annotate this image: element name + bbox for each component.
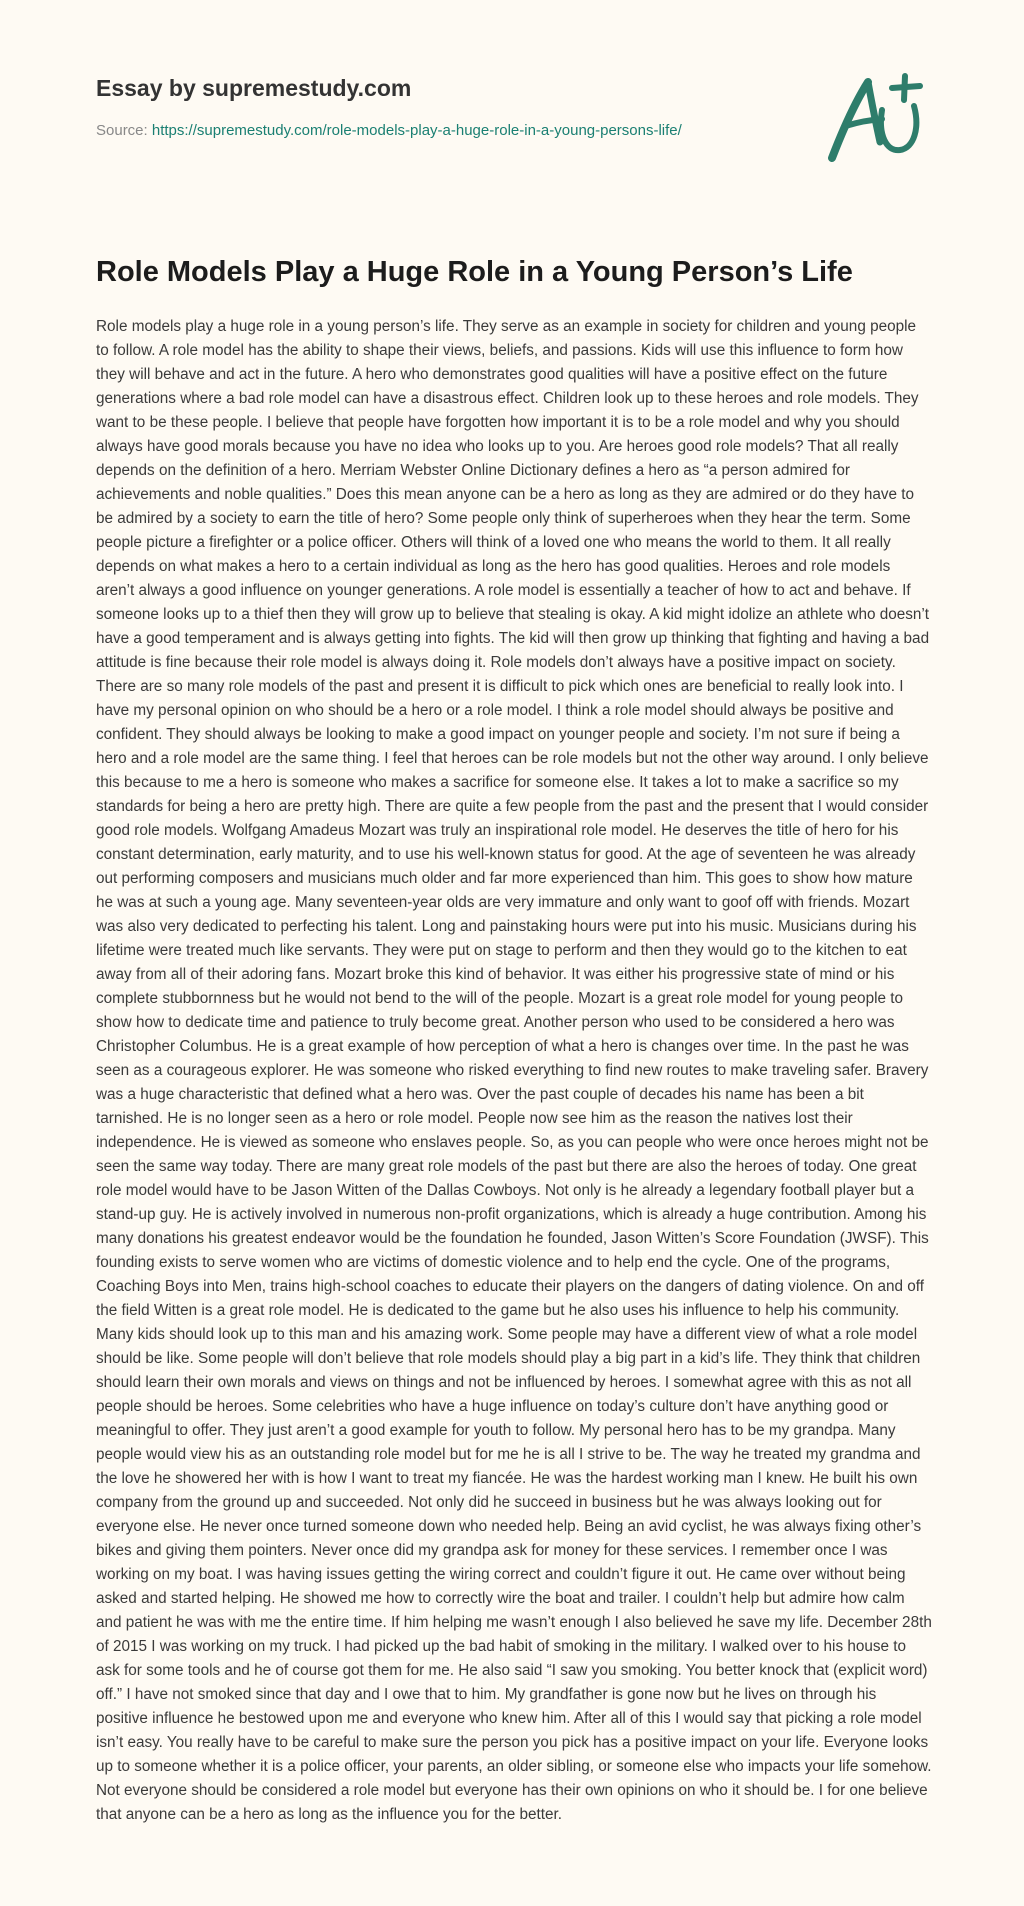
essay-title: Role Models Play a Huge Role in a Young Person’s Life [96, 256, 853, 288]
page-header [96, 74, 796, 140]
source-line [96, 122, 796, 140]
source-link[interactable]: https://supremestudy.com/role-models-play-a-huge-role-in-a-young-persons-life/ [151, 122, 682, 139]
source-label: Source: [96, 122, 152, 139]
site-title: Essay by supremestudy.com [96, 75, 412, 101]
a-plus-logo-icon [824, 70, 928, 166]
essay-body: Role models play a huge role in a young person’s life. They serve as an example in society for children and young people to follow. A role model has the ability to shape their views, beliefs, and passions. Kids will use this influence to form how they will behave and act in the future. A hero who demonstrates good qualities will have a positive effect on the future generations where a bad role model can have a disastrous effect. Children look up to these heroes and role models. They want to be these people. I believe that people have forgotten how important it is to be a role model and why you should always have good morals because you have no idea who looks up to you. Are heroes good role models? That all really depends on the definition of a hero. Merriam Webster Online Dictionary defines a hero as “a person admired for achievements and noble qualities.” Does this mean anyone can be a hero as long as they are admired or do they have to be admired by a society to earn the title of hero? Some people only think of superheroes when they hear the term. Some people picture a firefighter or a police officer. Others will think of a loved one who means the world to them. It all really depends on what makes a hero to a certain individual as long as the hero has good qualities. Heroes and role models aren’t always a good influence on younger generations. A role model is essentially a teacher of how to act and behave. If someone looks up to a thief then they will grow up to believe that stealing is okay. A kid might idolize an athlete who doesn’t have a good temperament and is always getting into fights. The kid will then grow up thinking that fighting and having a bad attitude is fine because their role model is always doing it. Role models don’t always have a positive impact on society. There are so many role models of the past and present it is difficult to pick which ones are beneficial to really look into. I have my personal opinion on who should be a hero or a role model. I think a role model should always be positive and confident. They should always be looking to make a good impact on younger people and society. I’m not sure if being a hero and a role model are the same thing. I feel that heroes can be role models but not the other way around. I only believe this because to me a hero is someone who makes a sacrifice for someone else. It takes a lot to make a sacrifice so my standards for being a hero are pretty high. There are quite a few people from the past and the present that I would consider good role models. Wolfgang Amadeus Mozart was truly an inspirational role model. He deserves the title of hero for his constant determination, early maturity, and to use his well-known status for good. At the age of seventeen he was already out performing composers and musicians much older and far more experienced than him. This goes to show how mature he was at such a young age. Many seventeen-year olds are very immature and only want to goof off with friends. Mozart was also very dedicated to perfecting his talent. Long and painstaking hours were put into his music. Musicians during his lifetime were treated much like servants. They were put on stage to perform and then they would go to the kitchen to eat away from all of their adoring fans. Mozart broke this kind of behavior. It was either his progressive state of mind or his complete stubbornness but he would not bend to the will of the people. Mozart is a great role model for young people to show how to dedicate time and patience to truly become great. Another person who used to be considered a hero was Christopher Columbus. He is a great example of how perception of what a hero is changes over time. In the past he was seen as a courageous explorer. He was someone who risked everything to find new routes to make traveling safer. Bravery was a huge characteristic that defined what a hero was. Over the past couple of decades his name has been a bit tarnished. He is no longer seen as a hero or role model. People now see him as the reason the natives lost their independence. He is viewed as someone who enslaves people. So, as you can people who were once heroes might not be seen the same way today. There are many great role models of the past but there are also the heroes of today. One great role model would have to be Jason Witten of the Dallas Cowboys. Not only is he already a legendary football player but a stand-up guy. He is actively involved in numerous non-profit organizations, which is already a huge contribution. Among his many donations his greatest endeavor would be the foundation he founded, Jason Witten’s Score Foundation (JWSF). This founding exists to serve women who are victims of domestic violence and to help end the cycle. One of the programs, Coaching Boys into Men, trains high-school coaches to educate their players on the dangers of dating violence. On and off the field Witten is a great role model. He is dedicated to the game but he also uses his influence to help his community. Many kids should look up to this man and his amazing work. Some people may have a different view of what a role model should be like. Some people will don’t believe that role models should play a big part in a kid’s life. They think that children should learn their own morals and views on things and not be influenced by heroes. I somewhat agree with this as not all people should be heroes. Some celebrities who have a huge influence on today’s culture don’t have anything good or meaningful to offer. They just aren’t a good example for youth to follow. My personal hero has to be my grandpa. Many people would view his as an outstanding role model but for me he is all I strive to be. The way he treated my grandma and the love he showered her with is how I want to treat my fiancée. He was the hardest working man I knew. He built his own company from the ground up and succeeded. Not only did he succeed in business but he was always looking out for everyone else. He never once turned someone down who needed help. Being an avid cyclist, he was always fixing other’s bikes and giving them pointers. Never once did my grandpa ask for money for these services. I remember once I was working on my boat. I was having issues getting the wiring correct and couldn’t figure it out. He came over without being asked and started helping. He showed me how to correctly wire the boat and trailer. I couldn’t help but admire how calm and patient he was with me the entire time. If him helping me wasn’t enough I also believed he save my life. December 28th of 2015 I was working on my truck. I had picked up the bad habit of smoking in the military. I walked over to his house to ask for some tools and he of course got them for me. He also said “I saw you smoking. You better knock that (explicit word) off.” I have not smoked since that day and I owe that to him. My grandfather is gone now but he lives on through his positive influence he bestowed upon me and everyone who knew him. After all of this I would say that picking a role model isn’t easy. You really have to be careful to make sure the person you pick has a positive impact on your life. Everyone looks up to someone whether it is a police officer, your parents, an older sibling, or someone else who impacts your life somehow. Not everyone should be considered a role model but everyone has their own opinions on who it should be. I for one believe that anyone can be a hero as long as the influence you for the better. [96, 318, 932, 1823]
